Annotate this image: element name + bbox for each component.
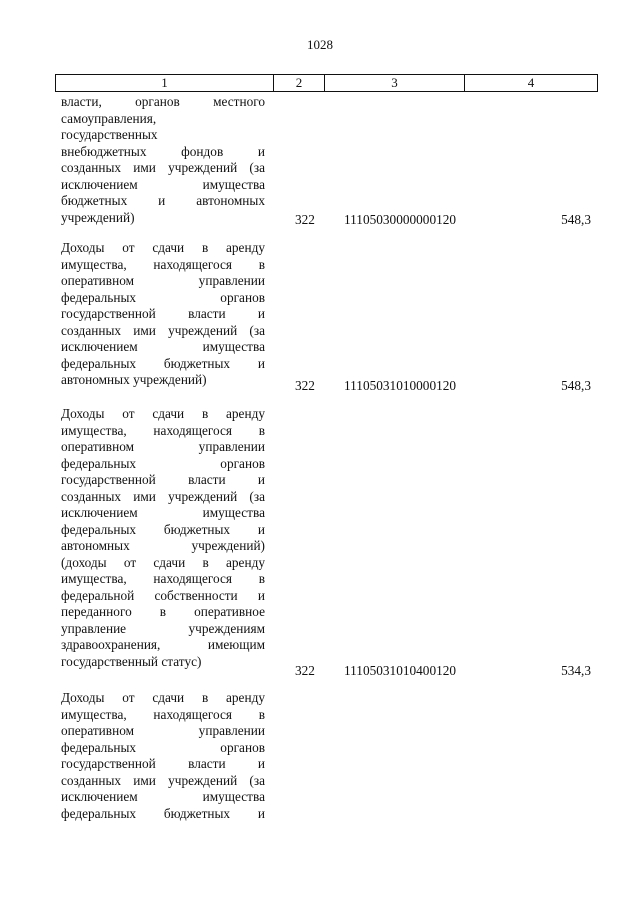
table-row — [55, 94, 597, 234]
admin-code: 322 — [295, 663, 315, 678]
desc-line: исключением имущества — [61, 789, 265, 804]
desc-line: учреждений) — [61, 209, 135, 225]
amount: 548,3 — [561, 378, 591, 393]
row-description — [61, 406, 265, 670]
desc-line: государственной власти и — [61, 472, 265, 487]
desc-line: (доходы от сдачи в аренду — [61, 554, 265, 570]
desc-line: федеральных органов — [61, 455, 265, 471]
table-row — [55, 406, 597, 686]
page-number: 1028 — [307, 37, 333, 52]
desc-line: имущества, находящегося в — [61, 706, 265, 722]
header-col-2: 2 — [274, 75, 325, 92]
desc-line: управление учреждениям — [61, 620, 265, 636]
desc-line: федеральной собственности и — [61, 587, 265, 603]
header-col-4: 4 — [465, 75, 598, 92]
desc-line: Доходы от сдачи в аренду — [61, 240, 265, 255]
desc-line: государственных — [61, 127, 158, 142]
desc-line: оперативном управлении — [61, 439, 265, 454]
desc-line: переданного в оперативное — [61, 604, 265, 619]
desc-line: бюджетных и автономных — [61, 193, 265, 208]
admin-code: 322 — [295, 212, 315, 227]
desc-line: исключением имущества — [61, 505, 265, 520]
desc-line: имущества, находящегося в — [61, 571, 265, 586]
desc-line: самоуправления, — [61, 110, 157, 126]
revenue-code: 11105031010000120 — [344, 378, 457, 393]
desc-line: федеральных органов — [61, 289, 265, 305]
row-description — [61, 240, 265, 389]
table-row — [55, 690, 597, 830]
table-header — [55, 74, 598, 92]
desc-line: созданных ими учреждений (за — [61, 488, 265, 504]
desc-line: федеральных бюджетных и — [61, 805, 265, 821]
desc-line: исключением имущества — [61, 176, 265, 192]
table-row — [55, 240, 597, 400]
desc-line: здравоохранения, имеющим — [61, 637, 265, 652]
desc-line: Доходы от сдачи в аренду — [61, 406, 265, 421]
desc-line: созданных ими учреждений (за — [61, 322, 265, 338]
header-col-3: 3 — [325, 75, 465, 92]
desc-line: созданных ими учреждений (за — [61, 160, 265, 175]
desc-line: автономных учреждений) — [61, 538, 265, 553]
desc-line: оперативном управлении — [61, 723, 265, 738]
desc-line: федеральных органов — [61, 739, 265, 755]
row-description — [61, 690, 265, 822]
desc-line: федеральных бюджетных и — [61, 355, 265, 371]
revenue-code: 11105030000000120 — [344, 212, 457, 227]
amount: 534,3 — [561, 663, 591, 678]
desc-line: созданных ими учреждений (за — [61, 772, 265, 788]
desc-line: Доходы от сдачи в аренду — [61, 690, 265, 705]
desc-line: имущества, находящегося в — [61, 256, 265, 272]
desc-line: имущества, находящегося в — [61, 422, 265, 438]
row-description — [61, 94, 265, 226]
desc-line: внебюджетных фондов и — [61, 143, 265, 159]
desc-line: автономных учреждений) — [61, 372, 207, 387]
desc-line: исключением имущества — [61, 339, 265, 354]
desc-line: государственной власти и — [61, 306, 265, 321]
revenue-code: 11105031010400120 — [344, 663, 457, 678]
desc-line: государственной власти и — [61, 756, 265, 771]
desc-line: федеральных бюджетных и — [61, 521, 265, 537]
admin-code: 322 — [295, 378, 315, 393]
desc-line: власти, органов местного — [61, 94, 265, 109]
desc-line: государственный статус) — [61, 653, 202, 669]
desc-line: оперативном управлении — [61, 273, 265, 288]
amount: 548,3 — [561, 212, 591, 227]
header-col-1: 1 — [56, 75, 274, 92]
